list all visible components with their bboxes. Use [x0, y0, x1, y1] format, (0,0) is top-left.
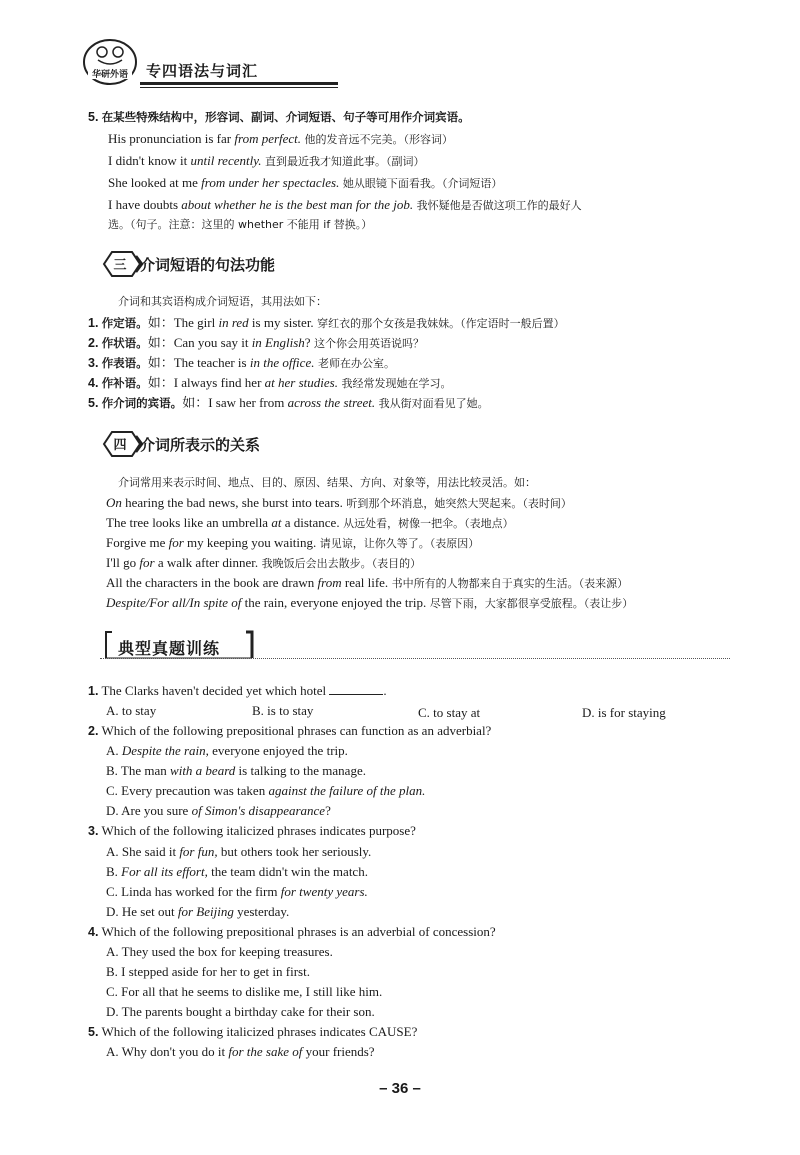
question-4-option-c: C. For all that he seems to dislike me, I still like him. — [106, 984, 383, 999]
question-1-option-a: A. to stay — [106, 703, 157, 718]
section4-example-3: Forgive me for my keeping you waiting. 请见谅，让你久等了。（表原因） — [106, 535, 480, 550]
section4-badge-text: 四 — [113, 438, 127, 453]
section4-example-5: All the characters in the book are drawn from real life. 书中所有的人物都来自于真实的生活。（表来源） — [106, 575, 629, 590]
brand-logo-icon — [82, 38, 138, 86]
page-header — [82, 38, 722, 88]
point5-example-4: I have doubts about whether he is the best man for the job. 我怀疑他是否做这项工作的最好人 — [108, 197, 582, 212]
question-2-option-b: B. The man with a beard is talking to the manage. — [106, 763, 366, 778]
question-4-stem: 4. Which of the following prepositional phrases is an adverbial of concession? — [88, 924, 496, 939]
training-title: 典型真题训练 — [118, 639, 221, 658]
question-2-stem: 2. Which of the following prepositional phrases can function as an adverbial? — [88, 723, 492, 738]
section4-title-block — [100, 428, 420, 460]
question-4-option-d: D. The parents bought a birthday cake for their son. — [106, 1004, 375, 1019]
header-title: 专四语法与词汇 — [146, 62, 259, 80]
answer-blank — [329, 682, 383, 695]
training-divider — [100, 658, 730, 659]
section3-intro: 介词和其宾语构成介词短语，其用法如下： — [118, 295, 327, 308]
section3-item-2: 2. 作状语。如：Can you say it in English? 这个你会用英语说吗？ — [88, 335, 425, 350]
section3-item-4: 4. 作补语。如：I always find her at her studies. 我经常发现她在学习。 — [88, 375, 452, 390]
question-3-option-b: B. For all its effort, the team didn't win the match. — [106, 864, 368, 879]
header-rule — [140, 82, 338, 85]
section4-example-6: Despite/For all/In spite of the rain, everyone enjoyed the trip. 尽管下雨，大家都很享受旅程。（表让步） — [106, 595, 634, 610]
section3-item-5: 5. 作介词的宾语。如：I saw her from across the street. 我从街对面看见了她。 — [88, 395, 489, 410]
point5-example-1: His pronunciation is far from perfect. 他的发音远不完美。（形容词） — [108, 131, 454, 146]
question-4-option-a: A. They used the box for keeping treasures. — [106, 944, 333, 959]
section4-intro: 介词常用来表示时间、地点、目的、原因、结果、方向、对象等，用法比较灵活。如： — [118, 476, 536, 489]
question-5-option-a: A. Why don't you do it for the sake of your friends? — [106, 1044, 375, 1059]
question-2-option-c: C. Every precaution was taken against the failure of the plan. — [106, 783, 426, 798]
section3-badge-text: 三 — [113, 258, 127, 273]
section4-example-4: I'll go for a walk after dinner. 我晚饭后会出去散步。（表目的） — [106, 555, 422, 570]
section4-title: 介词所表示的关系 — [140, 436, 261, 454]
question-3-option-a: A. She said it for fun, but others took her seriously. — [106, 844, 372, 859]
page-number: – 36 – — [379, 1080, 421, 1097]
section3-title: 介词短语的句法功能 — [140, 256, 276, 274]
section4-example-2: The tree looks like an umbrella at a distance. 从远处看，树像一把伞。（表地点） — [106, 515, 514, 530]
question-1-option-d: D. is for staying — [582, 705, 666, 720]
training-header — [100, 628, 730, 664]
question-3-option-d: D. He set out for Beijing yesterday. — [106, 904, 290, 919]
question-2-option-a: A. Despite the rain, everyone enjoyed the trip. — [106, 743, 348, 758]
question-3-option-c: C. Linda has worked for the firm for twenty years. — [106, 884, 368, 899]
section3-title-block — [100, 248, 420, 280]
question-3-stem: 3. Which of the following italicized phrases indicates purpose? — [88, 823, 416, 838]
section3-item-1: 1. 作定语。如：The girl in red is my sister. 穿红衣的那个女孩是我妹妹。（作定语时一般后置） — [88, 315, 565, 330]
question-1-option-c: C. to stay at — [418, 705, 481, 720]
question-1-stem: 1. The Clarks haven't decided yet which hotel . — [88, 683, 387, 698]
point5-example-3: She looked at me from under her spectacles. 她从眼镜下面看我。（介词短语） — [108, 175, 503, 190]
point5-continuation: 选。（句子。注意：这里的 whether 不能用 if 替换。） — [108, 218, 373, 231]
point5-example-2: I didn't know it until recently. 直到最近我才知道此事。（副词） — [108, 153, 425, 168]
section-badge-icon — [100, 248, 144, 280]
question-5-stem: 5. Which of the following italicized phrases indicates CAUSE? — [88, 1024, 418, 1039]
section3-item-3: 3. 作表语。如：The teacher is in the office. 老师在办公室。 — [88, 355, 395, 370]
point5-heading: 5. 在某些特殊结构中，形容词、副词、介词短语、句子等可用作介词宾语。 — [88, 110, 470, 124]
section4-example-1: On hearing the bad news, she burst into tears. 听到那个坏消息，她突然大哭起来。（表时间） — [106, 495, 572, 510]
question-4-option-b: B. I stepped aside for her to get in first. — [106, 964, 310, 979]
section-badge-icon — [100, 428, 144, 460]
question-2-option-d: D. Are you sure of Simon's disappearance? — [106, 803, 331, 818]
header-rule-thin — [140, 87, 338, 88]
question-1-option-b: B. is to stay — [252, 703, 314, 718]
logo-text: 华研外语 — [91, 70, 129, 80]
